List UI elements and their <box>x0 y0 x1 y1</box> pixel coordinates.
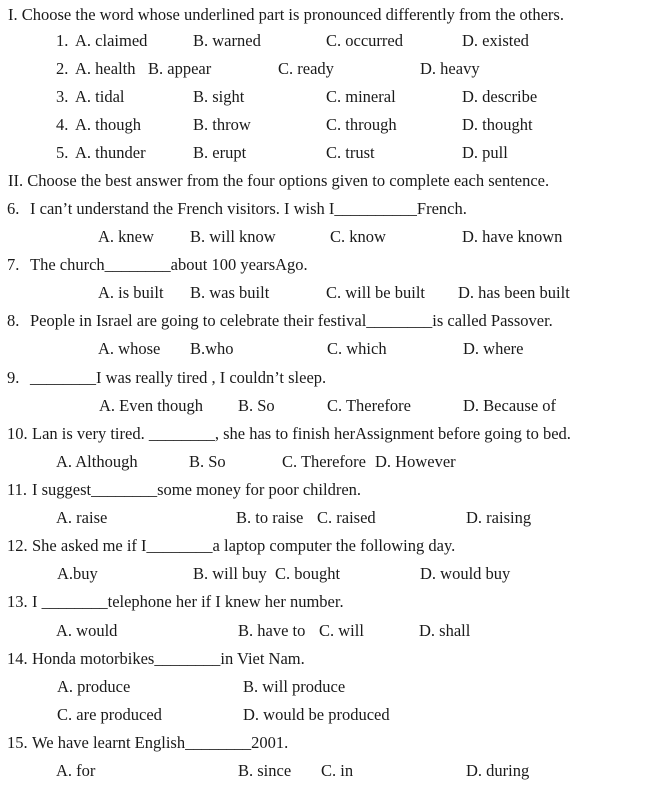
q3-number: 3. <box>56 87 69 106</box>
section-1-heading: I. Choose the word whose underlined part is pronounced differently from the others. <box>8 5 564 24</box>
q14-stem: Honda motorbikes________in Viet Nam. <box>32 649 305 668</box>
q5-option-d: D. pull <box>462 143 508 162</box>
q11-stem: I suggest________some money for poor children. <box>32 480 362 499</box>
q2-option-b: B. appear <box>148 59 212 78</box>
q8-option-a: A. whose <box>98 339 161 358</box>
q2-option-c: C. ready <box>278 59 334 78</box>
q13-option-d: D. shall <box>419 621 471 640</box>
q8-option-d: D. where <box>463 339 524 358</box>
q12-option-c: C. bought <box>275 564 341 583</box>
q13-stem: I ________telephone her if I knew her number. <box>32 592 344 611</box>
q7-stem: The church________about 100 yearsAgo. <box>30 255 308 274</box>
q6-stem: I can’t understand the French visitors. I wish I__________French. <box>30 199 467 218</box>
q11-option-a: A. raise <box>56 508 108 527</box>
q6-number: 6. <box>7 199 20 218</box>
q9-number: 9. <box>7 368 20 387</box>
q15-stem: We have learnt English________2001. <box>32 733 289 752</box>
q14-option-a: A. produce <box>57 677 131 696</box>
q11-number: 11. <box>7 480 28 499</box>
q6-option-d: D. have known <box>462 227 563 246</box>
q4-number: 4. <box>56 115 69 134</box>
q15-number: 15. <box>7 733 28 752</box>
q12-option-b: B. will buy <box>193 564 267 583</box>
q5-option-a: A. thunder <box>75 143 146 162</box>
q13-number: 13. <box>7 592 28 611</box>
q7-option-b: B. was built <box>190 283 270 302</box>
q7-option-a: A. is built <box>98 283 164 302</box>
q15-option-b: B. since <box>238 761 292 780</box>
q8-stem: People in Israel are going to celebrate their festival________is called Passover. <box>30 311 553 330</box>
section-2-heading: II. Choose the best answer from the four options given to complete each sentence. <box>8 171 550 190</box>
q2-option-d: D. heavy <box>420 59 480 78</box>
q13-option-b: B. have to <box>238 621 306 640</box>
q12-option-a: A.buy <box>57 564 98 583</box>
q11-option-d: D. raising <box>466 508 532 527</box>
q9-option-c: C. Therefore <box>327 396 411 415</box>
q15-option-a: A. for <box>56 761 96 780</box>
q12-stem: She asked me if I________a laptop computer the following day. <box>32 536 456 555</box>
q7-number: 7. <box>7 255 20 274</box>
q7-option-c: C. will be built <box>326 283 425 302</box>
q10-option-d: D. However <box>375 452 456 471</box>
q14-number: 14. <box>7 649 28 668</box>
q2-option-a: A. health <box>75 59 136 78</box>
q4-option-a: A. though <box>75 115 141 134</box>
q1-option-c: C. occurred <box>326 31 403 50</box>
q4-option-b: B. throw <box>193 115 251 134</box>
q3-option-d: D. describe <box>462 87 538 106</box>
q13-option-a: A. would <box>56 621 118 640</box>
q6-option-a: A. knew <box>98 227 154 246</box>
q11-option-c: C. raised <box>317 508 376 527</box>
q9-option-d: D. Because of <box>463 396 557 415</box>
q7-option-d: D. has been built <box>458 283 570 302</box>
q1-option-b: B. warned <box>193 31 261 50</box>
q1-number: 1. <box>56 31 69 50</box>
q14-option-b: B. will produce <box>243 677 346 696</box>
q6-option-b: B. will know <box>190 227 276 246</box>
q8-option-c: C. which <box>327 339 387 358</box>
q12-number: 12. <box>7 536 28 555</box>
q12-option-d: D. would buy <box>420 564 511 583</box>
q5-number: 5. <box>56 143 69 162</box>
q5-option-b: B. erupt <box>193 143 247 162</box>
q10-option-c: C. Therefore <box>282 452 366 471</box>
q5-option-c: C. trust <box>326 143 375 162</box>
q3-option-a: A. tidal <box>75 87 125 106</box>
q6-option-c: C. know <box>330 227 386 246</box>
q10-stem: Lan is very tired. ________, she has to finish herAssignment before going to bed. <box>32 424 571 443</box>
q14-option-c: C. are produced <box>57 705 162 724</box>
q3-option-c: C. mineral <box>326 87 396 106</box>
q8-number: 8. <box>7 311 20 330</box>
q1-option-a: A. claimed <box>75 31 148 50</box>
q15-option-d: D. during <box>466 761 530 780</box>
q3-option-b: B. sight <box>193 87 245 106</box>
q8-option-b: B.who <box>190 339 234 358</box>
q10-option-b: B. So <box>189 452 226 471</box>
q11-option-b: B. to raise <box>236 508 304 527</box>
q4-option-c: C. through <box>326 115 397 134</box>
q14-option-d: D. would be produced <box>243 705 390 724</box>
q1-option-d: D. existed <box>462 31 529 50</box>
q10-number: 10. <box>7 424 28 443</box>
q15-option-c: C. in <box>321 761 354 780</box>
q9-option-b: B. So <box>238 396 275 415</box>
q4-option-d: D. thought <box>462 115 533 134</box>
q9-stem: ________I was really tired , I couldn’t sleep. <box>30 368 327 387</box>
q10-option-a: A. Although <box>56 452 138 471</box>
q13-option-c: C. will <box>319 621 364 640</box>
q2-number: 2. <box>56 59 69 78</box>
q9-option-a: A. Even though <box>99 396 204 415</box>
